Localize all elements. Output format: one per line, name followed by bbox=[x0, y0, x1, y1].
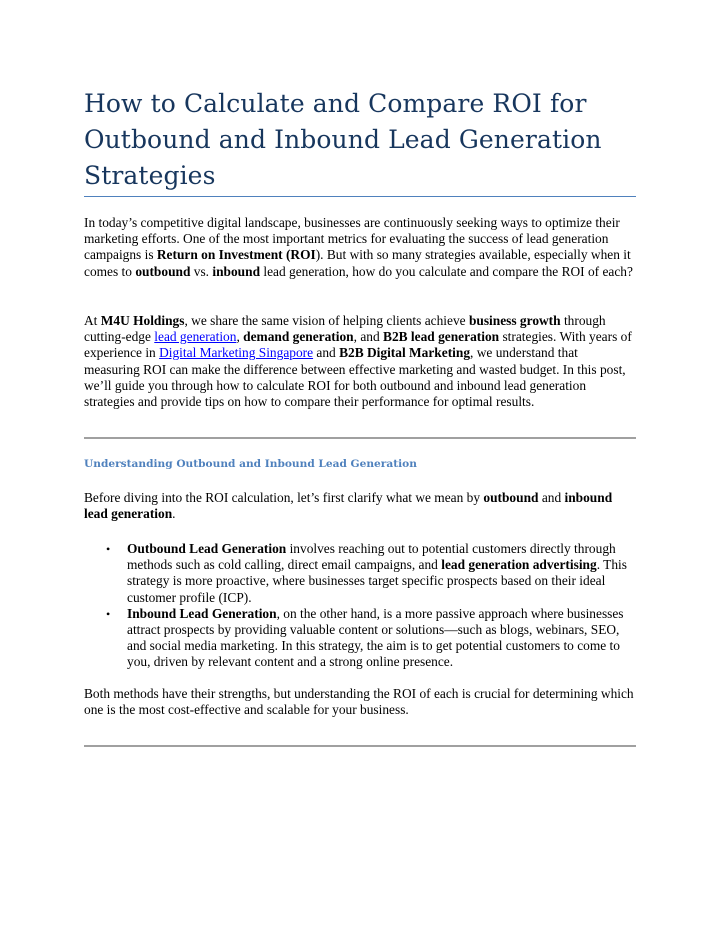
lead-text-3: . bbox=[172, 506, 176, 522]
bullet-bold-inbound: Inbound Lead Generation bbox=[127, 605, 277, 621]
intro-bold-roi: Return on Investment (ROI bbox=[156, 247, 316, 263]
bullet-bold-outbound: Outbound Lead Generation bbox=[127, 541, 287, 556]
about-text-1: At bbox=[84, 313, 101, 328]
about-bold-company: M4U Holdings bbox=[100, 313, 185, 328]
intro-text-3: vs. bbox=[190, 263, 213, 279]
digital-marketing-singapore-link[interactable]: Digital Marketing Singapore bbox=[159, 345, 314, 361]
bullet-text: involves reaching out to potential customers directly through methods such as cold calling, direct email campaigns, and bbox=[127, 541, 616, 573]
about-bold-b2b-lead: B2B lead generation bbox=[383, 329, 500, 345]
about-text-4: , bbox=[236, 329, 244, 345]
lead-generation-link[interactable]: lead generation bbox=[154, 329, 237, 345]
about-paragraph bbox=[84, 313, 636, 410]
intro-bold-inbound: inbound bbox=[212, 263, 261, 279]
intro-bold-outbound: outbound bbox=[135, 263, 191, 279]
section-divider bbox=[84, 437, 636, 439]
about-bold-growth: business growth bbox=[468, 313, 561, 328]
about-text-7: and bbox=[313, 345, 340, 361]
intro-paragraph bbox=[84, 215, 636, 280]
about-bold-demand: demand generation bbox=[243, 329, 354, 345]
about-text-3: through cutting-edge bbox=[84, 313, 606, 345]
lead-bold-inbound: inbound lead generation bbox=[84, 490, 613, 522]
about-bold-b2b-digital: B2B Digital Marketing bbox=[339, 345, 471, 361]
lead-text-2: and bbox=[538, 490, 565, 505]
list-item bbox=[84, 606, 636, 671]
bullet-icon: • bbox=[106, 606, 111, 621]
bullet-text: . This strategy is more proactive, where businesses target specific prospects based on their ideal customer profile (ICP). bbox=[127, 557, 627, 605]
lead-text-1: Before diving into the ROI calculation, let’s first clarify what we mean by bbox=[84, 490, 484, 505]
about-text-2: , we share the same vision of helping clients achieve bbox=[184, 313, 469, 328]
about-text-8: , we understand that measuring ROI can make the difference between effective marketing and wasted budget. In this post, we’ll guide you through how to calculate ROI for both outbound and inbound lead generation strategies and provide tips on how to compare their performance for optimal results. bbox=[84, 345, 626, 410]
bullet-text: , on the other hand, is a more passive approach where businesses attract prospects by providing valuable content or solutions—such as blogs, webinars, SEO, and social media marketing. In this strategy, the aim is to get potential customers to come to you, driven by relevant content and a strong online presence. bbox=[127, 605, 624, 670]
intro-text-1: In today’s competitive digital landscape, businesses are continuously seeking ways to optimize their marketing efforts. One of the most important metrics for evaluating the success of lead generation campaigns is bbox=[84, 215, 620, 263]
page-title: How to Calculate and Compare ROI for Outbound and Inbound Lead Generation Strategies bbox=[84, 89, 602, 190]
about-text-6: strategies. With years of experience in bbox=[84, 329, 632, 361]
section-heading: Understanding Outbound and Inbound Lead Generation bbox=[84, 458, 417, 470]
bullet-icon: • bbox=[106, 542, 111, 556]
section-lead-paragraph bbox=[84, 490, 636, 522]
closing-paragraph: Both methods have their strengths, but understanding the ROI of each is crucial for determining which one is the most cost-effective and scalable for your business. bbox=[84, 686, 634, 718]
bullet-list bbox=[84, 541, 636, 671]
about-text-5: , and bbox=[353, 329, 384, 345]
section-divider-bottom bbox=[84, 745, 636, 747]
bullet-bold-advertising: lead generation advertising bbox=[441, 557, 597, 573]
intro-text-2: ). But with so many strategies available, especially when it comes to bbox=[84, 247, 631, 279]
intro-text-4: lead generation, how do you calculate and compare the ROI of each? bbox=[260, 263, 633, 279]
list-item bbox=[84, 541, 636, 606]
title-underline bbox=[84, 196, 636, 197]
lead-bold-outbound: outbound bbox=[483, 490, 539, 505]
